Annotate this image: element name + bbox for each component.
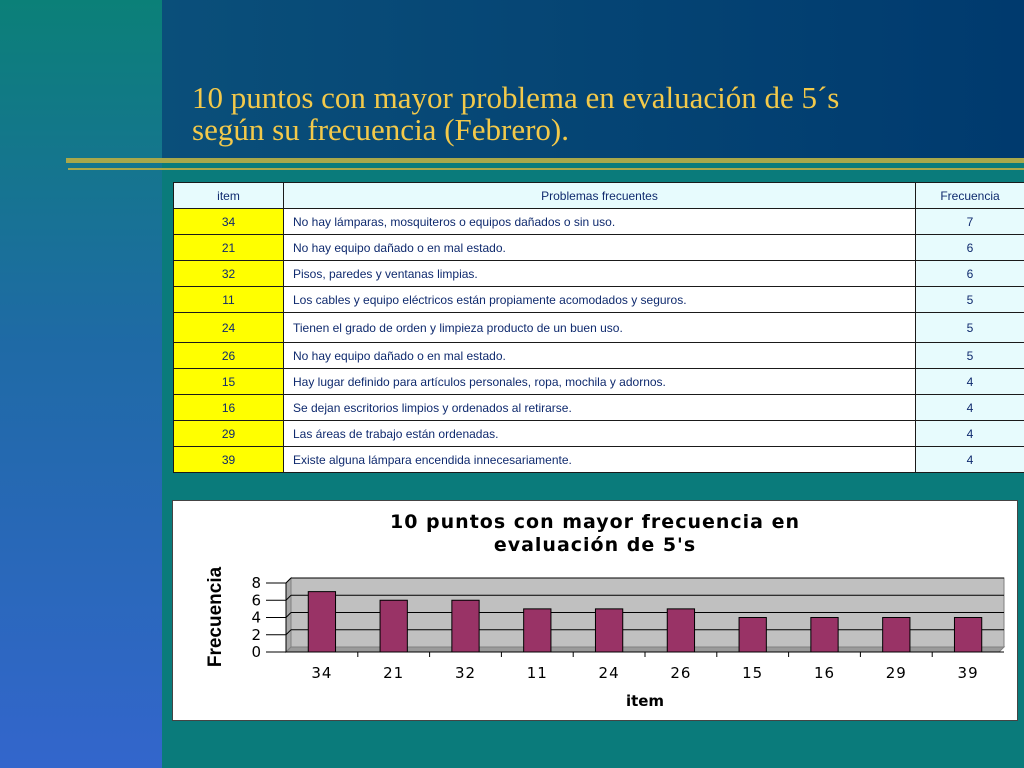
cell-item: 29 [174, 421, 284, 447]
bar [667, 609, 694, 652]
cell-item: 39 [174, 447, 284, 473]
y-tick-label: 8 [251, 574, 261, 592]
slide-title: 10 puntos con mayor problema en evaluación de 5´s según su frecuencia (Febrero). [192, 80, 840, 147]
y-axis-title: Frecuencia [205, 566, 226, 668]
table-row [174, 395, 1024, 421]
title-rule-thick [66, 158, 1024, 163]
cell-item: 15 [174, 369, 284, 395]
cell-frequency: 5 [916, 313, 1024, 343]
x-tick-label: 26 [670, 664, 692, 682]
cell-problem: Se dejan escritorios limpios y ordenados al retirarse. [284, 395, 916, 421]
bar-chart-container [172, 500, 1018, 721]
table-row [174, 343, 1024, 369]
table-header-row [174, 183, 1024, 209]
cell-frequency: 5 [916, 287, 1024, 313]
table-row [174, 209, 1024, 235]
y-tick-label: 6 [251, 591, 261, 610]
header-item: item [174, 183, 284, 209]
cell-item: 21 [174, 235, 284, 261]
y-tick-label: 0 [251, 643, 261, 661]
table-row [174, 447, 1024, 473]
cell-frequency: 5 [916, 343, 1024, 369]
header-problems: Problemas frecuentes [284, 183, 916, 209]
cell-item: 16 [174, 395, 284, 421]
x-tick-label: 34 [311, 664, 333, 682]
table-row [174, 313, 1024, 343]
table-row [174, 421, 1024, 447]
table-row [174, 235, 1024, 261]
cell-item: 34 [174, 209, 284, 235]
bar [883, 618, 910, 653]
cell-problem: No hay lámparas, mosquiteros o equipos dañados o sin uso. [284, 209, 916, 235]
x-tick-label: 32 [454, 664, 477, 682]
frequency-table [173, 182, 1024, 473]
cell-frequency: 4 [916, 395, 1024, 421]
cell-frequency: 6 [916, 235, 1024, 261]
bar [739, 618, 766, 653]
cell-problem: Tienen el grado de orden y limpieza producto de un buen uso. [284, 313, 916, 343]
title-rule-thin [68, 168, 1024, 170]
cell-problem: Las áreas de trabajo están ordenadas. [284, 421, 916, 447]
cell-problem: Hay lugar definido para artículos personales, ropa, mochila y adornos. [284, 369, 916, 395]
bar [380, 600, 407, 652]
x-tick-label: 15 [742, 664, 764, 682]
bar [308, 592, 335, 652]
cell-problem: No hay equipo dañado o en mal estado. [284, 235, 916, 261]
cell-item: 32 [174, 261, 284, 287]
cell-problem: Existe alguna lámpara encendida innecesariamente. [284, 447, 916, 473]
bar [524, 609, 551, 652]
bar [595, 609, 622, 652]
table-row [174, 261, 1024, 287]
y-tick-label: 4 [251, 608, 261, 627]
cell-frequency: 4 [916, 447, 1024, 473]
chart-title-line: evaluación de 5's [493, 534, 697, 556]
bar [954, 618, 981, 653]
x-tick-label: 29 [885, 664, 907, 682]
bar-chart [173, 501, 1017, 720]
table-row [174, 369, 1024, 395]
cell-frequency: 4 [916, 421, 1024, 447]
x-tick-label: 24 [598, 664, 620, 682]
y-tick-label: 2 [251, 625, 261, 644]
cell-problem: Pisos, paredes y ventanas limpias. [284, 261, 916, 287]
cell-problem: Los cables y equipo eléctricos están propiamente acomodados y seguros. [284, 287, 916, 313]
x-tick-label: 39 [957, 664, 979, 682]
cell-frequency: 7 [916, 209, 1024, 235]
x-tick-label: 16 [813, 664, 836, 682]
x-axis-title: item [625, 692, 665, 710]
bar [452, 600, 479, 652]
cell-item: 26 [174, 343, 284, 369]
cell-frequency: 6 [916, 261, 1024, 287]
cell-item: 24 [174, 313, 284, 343]
cell-frequency: 4 [916, 369, 1024, 395]
left-gradient-band [0, 0, 162, 768]
cell-item: 11 [174, 287, 284, 313]
header-frequency: Frecuencia [916, 183, 1024, 209]
table-row [174, 287, 1024, 313]
bar [811, 618, 838, 653]
chart-title-line: 10 puntos con mayor frecuencia en [389, 511, 801, 533]
x-tick-label: 11 [526, 664, 548, 682]
x-tick-label: 21 [383, 664, 405, 682]
cell-problem: No hay equipo dañado o en mal estado. [284, 343, 916, 369]
